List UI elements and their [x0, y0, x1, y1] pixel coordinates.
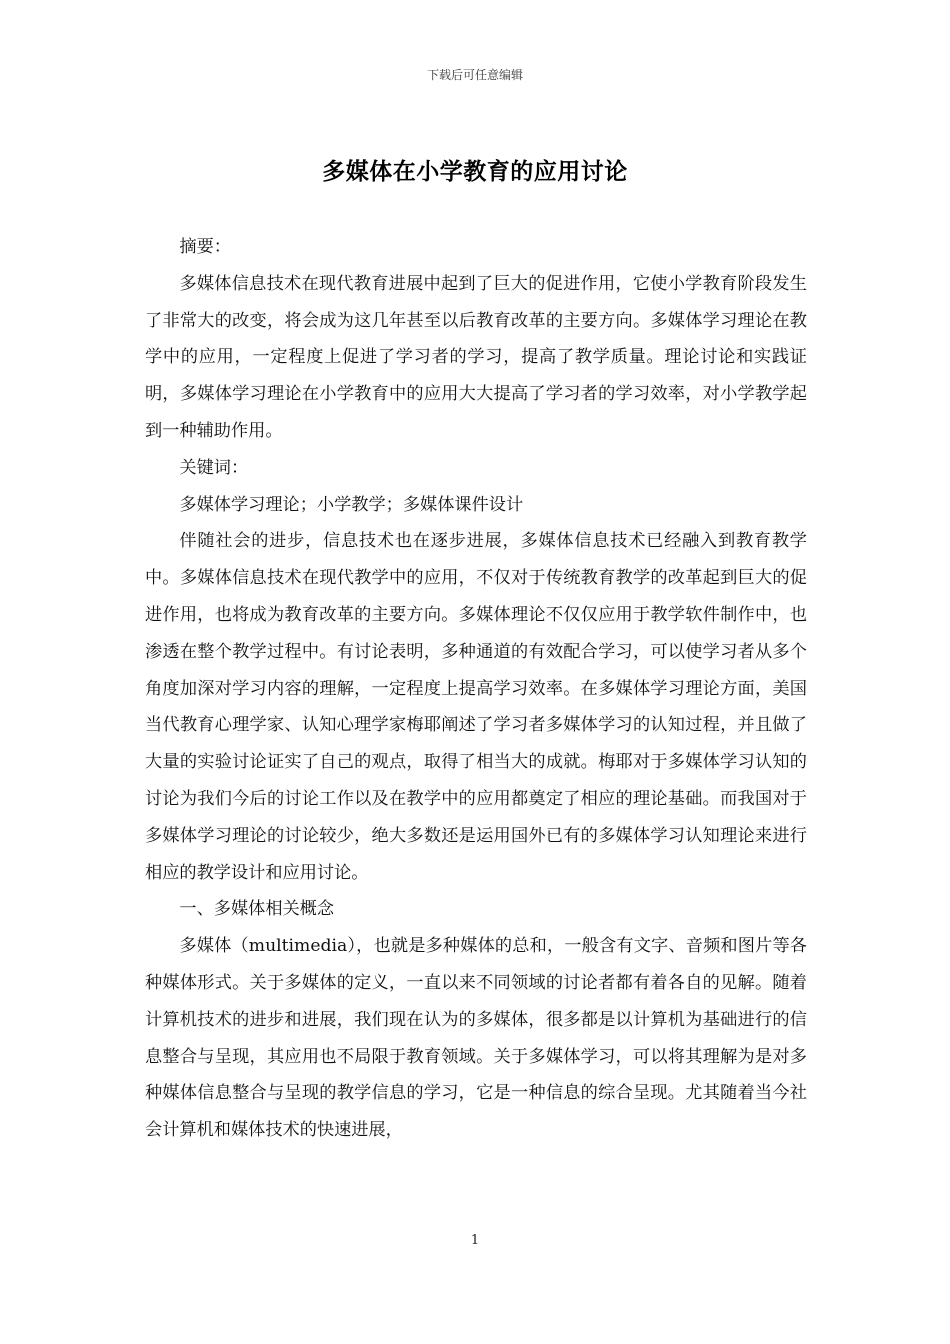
intro-paragraph: 伴随社会的进步，信息技术也在逐步进展，多媒体信息技术已经融入到教育教学中。多媒体信息技术在现代教学中的应用，不仅对于传统教育教学的改革起到巨大的促进作用，也将成为教育改革的主要方向。多媒体理论不仅仅应用于教学软件制作中，也渗透在整个教学过程中。有讨论表明，多种通道的有效配合学习，可以使学习者从多个角度加深对学习内容的理解，一定程度上提高学习效率。在多媒体学习理论方面，美国当代教育心理学家、认知心理学家梅耶阐述了学习者多媒体学习的认知过程，并且做了大量的实验讨论证实了自己的观点，取得了相当大的成就。梅耶对于多媒体学习认知的讨论为我们今后的讨论工作以及在教学中的应用都奠定了相应的理论基础。而我国对于多媒体学习理论的讨论较少，绝大多数还是运用国外已有的多媒体学习认知理论来进行相应的教学设计和应用讨论。 [145, 531, 807, 883]
keywords-list: 多媒体学习理论；小学教学；多媒体课件设计 [179, 494, 524, 515]
document-body [145, 229, 807, 1149]
section-paragraph: 多媒体（multimedia），也就是多种媒体的总和，一般含有文字、音频和图片等各种媒体形式。关于多媒体的定义，一直以来不同领域的讨论者都有着各自的见解。随着计算机技术的进步和进展，我们现在认为的多媒体，很多都是以计算机为基础进行的信息整合与呈现，其应用也不局限于教育领域。关于多媒体学习，可以将其理解为是对多种媒体信息整合与呈现的教学信息的学习，它是一种信息的综合呈现。尤其随着当今社会计算机和媒体技术的快速进展， [145, 936, 807, 1141]
abstract-paragraph: 多媒体信息技术在现代教育进展中起到了巨大的促进作用，它使小学教育阶段发生了非常大的改变，将会成为这几年甚至以后教育改革的主要方向。多媒体学习理论在教学中的应用，一定程度上促进了学习者的学习，提高了教学质量。理论讨论和实践证明，多媒体学习理论在小学教育中的应用大大提高了学习者的学习效率，对小学教学起到一种辅助作用。 [145, 273, 807, 441]
header-note: 下载后可任意编辑 [426, 68, 523, 82]
page-number: 1 [470, 1233, 480, 1248]
section-heading: 一、多媒体相关概念 [179, 899, 335, 920]
document-title: 多媒体在小学教育的应用讨论 [322, 158, 628, 185]
abstract-heading: 摘要： [179, 237, 231, 257]
keywords-heading: 关键词： [179, 457, 249, 478]
